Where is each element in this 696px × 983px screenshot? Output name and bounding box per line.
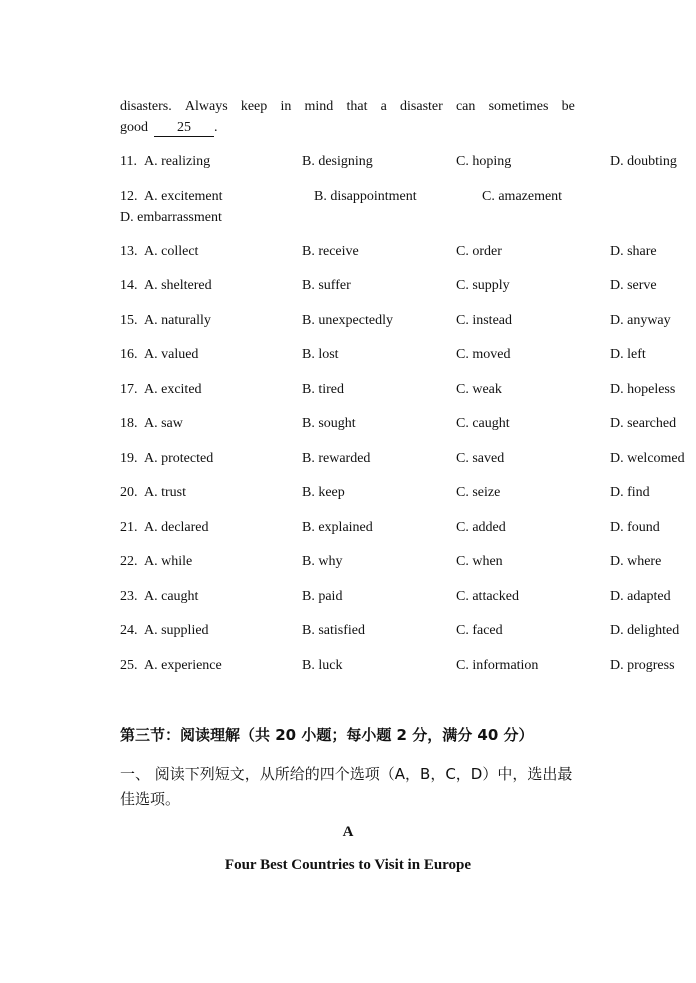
- option-c: C. when: [456, 554, 503, 569]
- option-c: C. amazement: [482, 189, 563, 204]
- option-c: C. weak: [456, 382, 502, 397]
- option-b: B. unexpectedly: [302, 313, 393, 328]
- question-18: [120, 413, 696, 435]
- word: that: [346, 99, 368, 114]
- option-c: C. supply: [456, 278, 510, 293]
- section-instruction: 一、 阅读下列短文，从所给的四个选项（A，B，C，D）中，选出最佳选项。: [120, 765, 573, 808]
- question-22: [120, 551, 696, 573]
- option-c: C. attacked: [456, 589, 519, 604]
- question-12: [120, 186, 680, 228]
- option-d: D. embarrassment: [120, 210, 222, 225]
- option-b: B. explained: [302, 520, 373, 535]
- question-25: [120, 655, 696, 677]
- question-24: [120, 620, 696, 642]
- option-a: A. caught: [144, 589, 199, 604]
- option-b: B. disappointment: [314, 189, 417, 204]
- option-d: D. doubting: [610, 154, 677, 169]
- passage-ending: [120, 96, 575, 138]
- question-number: 13.: [120, 244, 138, 259]
- option-d: D. find: [610, 485, 650, 500]
- option-c: C. order: [456, 244, 502, 259]
- question-23: [120, 586, 696, 608]
- option-c: C. added: [456, 520, 506, 535]
- word: in: [280, 99, 292, 114]
- question-number: 18.: [120, 416, 138, 431]
- option-a: A. excitement: [144, 189, 223, 204]
- option-d: D. found: [610, 520, 660, 535]
- option-a: A. sheltered: [144, 278, 212, 293]
- question-13: [120, 241, 696, 263]
- word: sometimes: [488, 99, 549, 114]
- option-d: D. adapted: [610, 589, 671, 604]
- option-c: C. seize: [456, 485, 501, 500]
- option-d: D. left: [610, 347, 646, 362]
- word: disasters.: [120, 99, 172, 114]
- word: good: [120, 120, 148, 135]
- option-d: D. hopeless: [610, 382, 676, 397]
- passage-label: A: [342, 824, 354, 840]
- option-a: A. excited: [144, 382, 202, 397]
- option-c: C. information: [456, 658, 539, 673]
- passage-title: Four Best Countries to Visit in Europe: [224, 857, 472, 873]
- option-b: B. why: [302, 554, 343, 569]
- word: a: [380, 99, 387, 114]
- option-d: D. anyway: [610, 313, 671, 328]
- question-16: [120, 344, 696, 366]
- option-b: B. tired: [302, 382, 344, 397]
- option-b: B. suffer: [302, 278, 351, 293]
- question-number: 21.: [120, 520, 138, 535]
- option-c: C. faced: [456, 623, 503, 638]
- option-c: C. hoping: [456, 154, 512, 169]
- question-number: 14.: [120, 278, 138, 293]
- option-b: B. designing: [302, 154, 373, 169]
- option-a: A. naturally: [144, 313, 211, 328]
- option-a: A. collect: [144, 244, 199, 259]
- question-14: [120, 275, 696, 297]
- question-number: 15.: [120, 313, 138, 328]
- word: can: [455, 99, 476, 114]
- option-d: D. where: [610, 554, 662, 569]
- option-b: B. lost: [302, 347, 339, 362]
- word: keep: [240, 99, 268, 114]
- passage-line: [120, 96, 575, 117]
- word: disaster: [400, 99, 443, 114]
- option-c: C. saved: [456, 451, 505, 466]
- option-a: A. while: [144, 554, 193, 569]
- option-b: B. rewarded: [302, 451, 371, 466]
- option-a: A. supplied: [144, 623, 209, 638]
- option-b: B. satisfied: [302, 623, 365, 638]
- option-d: D. delighted: [610, 623, 680, 638]
- punctuation: .: [214, 120, 218, 135]
- option-a: A. valued: [144, 347, 199, 362]
- question-17: [120, 379, 696, 401]
- option-b: B. receive: [302, 244, 359, 259]
- option-c: C. instead: [456, 313, 512, 328]
- option-c: C. moved: [456, 347, 511, 362]
- option-d: D. progress: [610, 658, 675, 673]
- option-c: C. caught: [456, 416, 510, 431]
- word: be: [561, 99, 575, 114]
- option-a: A. experience: [144, 658, 222, 673]
- option-a: A. declared: [144, 520, 209, 535]
- question-21: [120, 517, 696, 539]
- option-b: B. sought: [302, 416, 356, 431]
- answer-blank-25: 25: [154, 120, 214, 137]
- question-number: 12.: [120, 189, 138, 204]
- question-11: [120, 151, 696, 173]
- option-d: D. welcomed: [610, 451, 685, 466]
- option-a: A. saw: [144, 416, 183, 431]
- option-b: B. luck: [302, 658, 343, 673]
- option-b: B. paid: [302, 589, 343, 604]
- option-d: D. share: [610, 244, 657, 259]
- option-d: D. searched: [610, 416, 677, 431]
- question-number: 11.: [120, 154, 137, 169]
- option-d: D. serve: [610, 278, 657, 293]
- option-a: A. protected: [144, 451, 214, 466]
- question-number: 22.: [120, 554, 138, 569]
- question-number: 20.: [120, 485, 138, 500]
- section-heading: 第三节：阅读理解（共 20 小题；每小题 2 分，满分 40 分）: [120, 726, 534, 744]
- option-a: A. realizing: [144, 154, 211, 169]
- question-number: 17.: [120, 382, 138, 397]
- question-number: 23.: [120, 589, 138, 604]
- question-15: [120, 310, 696, 332]
- word: mind: [304, 99, 334, 114]
- question-number: 16.: [120, 347, 138, 362]
- option-b: B. keep: [302, 485, 345, 500]
- question-number: 24.: [120, 623, 138, 638]
- question-number: 19.: [120, 451, 138, 466]
- question-number: 25.: [120, 658, 138, 673]
- question-19: [120, 448, 696, 470]
- option-a: A. trust: [144, 485, 186, 500]
- question-20: [120, 482, 696, 504]
- word: Always: [184, 99, 228, 114]
- passage-line: [120, 117, 575, 138]
